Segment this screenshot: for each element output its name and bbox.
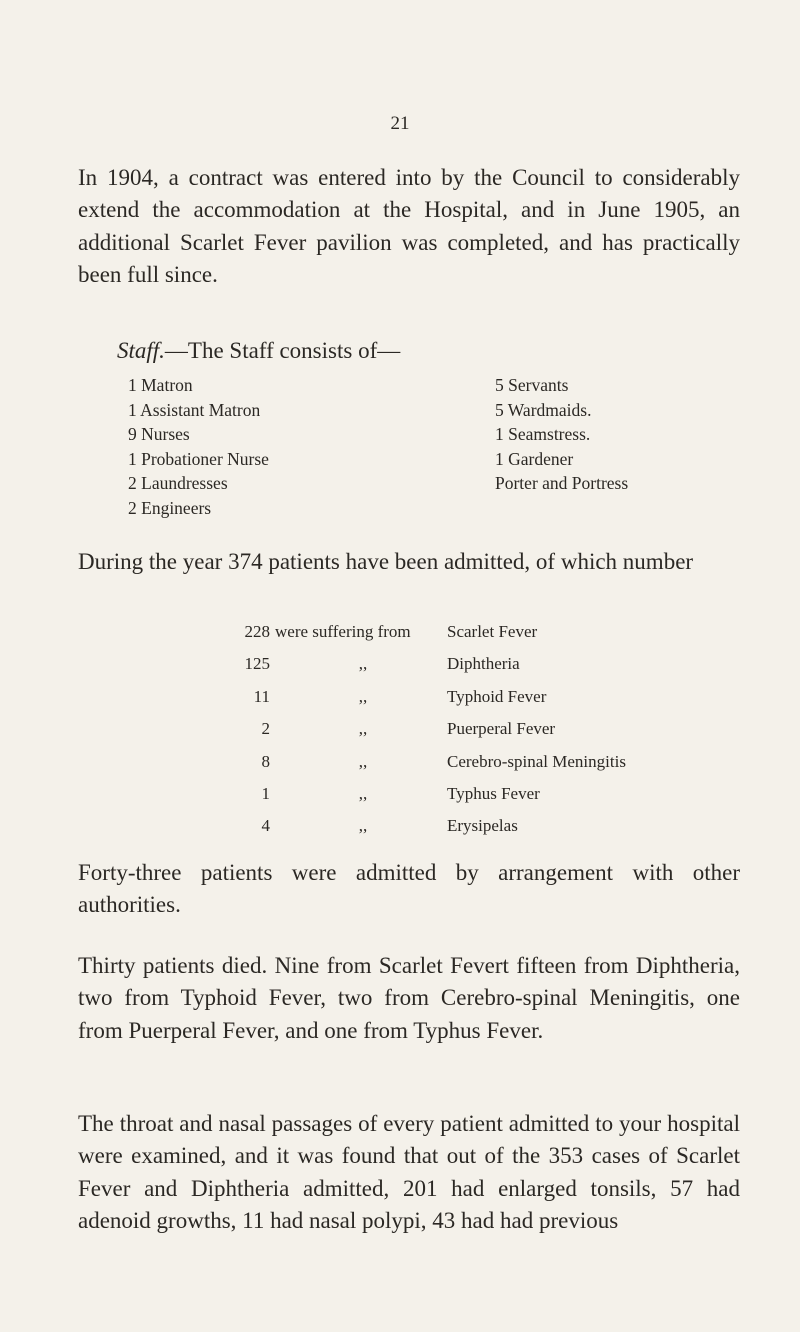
admission-disease: Cerebro-spinal Meningitis <box>447 751 626 771</box>
admission-disease: Puerperal Fever <box>447 719 556 739</box>
table-row <box>215 816 635 848</box>
staff-intro: —The Staff consists of— <box>164 338 401 363</box>
staff-list-right <box>495 373 628 496</box>
staff-item: 1 Probationer Nurse <box>128 448 269 469</box>
admission-count: 4 <box>261 816 270 836</box>
staff-item: 2 Engineers <box>128 497 212 518</box>
admission-relation: ,, <box>358 751 368 771</box>
table-row <box>215 622 635 654</box>
paragraph-arrangement: Forty-three patients were admitted by arrangement with other authorities. <box>78 860 740 918</box>
staff-item: 1 Gardener <box>495 448 574 469</box>
staff-item: 1 Assistant Matron <box>128 399 261 420</box>
staff-item: 1 Matron <box>128 375 193 395</box>
admission-disease: Erysipelas <box>447 816 518 836</box>
staff-item: 2 Laundresses <box>128 473 228 494</box>
admission-count: 1 <box>261 783 270 803</box>
staff-heading <box>117 338 400 364</box>
staff-item: 9 Nurses <box>128 424 190 445</box>
admission-disease: Typhoid Fever <box>447 686 547 706</box>
admission-count: 125 <box>244 654 270 674</box>
admission-disease: Scarlet Fever <box>447 622 538 641</box>
admission-disease: Typhus Fever <box>447 783 540 803</box>
admission-relation: ,, <box>358 816 368 836</box>
admission-relation: ,, <box>358 783 368 803</box>
admission-relation: ,, <box>358 686 368 706</box>
admission-relation: ,, <box>358 654 368 674</box>
admission-count: 2 <box>261 719 270 739</box>
staff-item: 1 Seamstress. <box>495 424 591 445</box>
paragraph-examinations: The throat and nasal passages of every patient admitted to your hospital were examined, and it was found that out of the 353 cases of Scarlet Fever and Diphtheria admitted, 201 had enlarged tonsils, 57 had adenoid growths, 11 had nasal polypi, 43 had had previous <box>78 1111 740 1233</box>
paragraph-admissions: During the year 374 patients have been admitted, of which number <box>78 549 694 574</box>
staff-item: Porter and Portress <box>495 473 629 494</box>
paragraph-deaths: Thirty patients died. Nine from Scarlet Fevert fifteen from Diphtheria, two from Typhoid Fever, two from Cerebro-spinal Meningitis, one from Puerperal Fever, and one from Typhus Fever. <box>78 953 740 1043</box>
table-row <box>215 752 635 784</box>
paragraph-contract: In 1904, a contract was entered into by the Council to considerably extend the accommodation at the Hospital, and in June 1905, an additional Scarlet Fever pavilion was completed, and has practically been full since. <box>78 165 740 287</box>
table-row <box>215 654 635 686</box>
admission-relation: ,, <box>358 719 368 739</box>
admission-count: 228 <box>244 622 270 641</box>
staff-item: 5 Servants <box>495 375 569 395</box>
table-row <box>215 719 635 751</box>
page-number: 21 <box>390 113 410 134</box>
staff-item: 5 Wardmaids. <box>495 399 592 420</box>
staff-list-left <box>128 373 269 521</box>
table-row <box>215 687 635 719</box>
admission-disease: Diphtheria <box>447 654 520 674</box>
table-row <box>215 784 635 816</box>
admissions-table <box>215 622 635 849</box>
staff-label: Staff. <box>117 338 165 363</box>
admission-relation: were suffering from <box>275 622 411 641</box>
admission-count: 11 <box>253 686 270 706</box>
admission-count: 8 <box>261 751 270 771</box>
